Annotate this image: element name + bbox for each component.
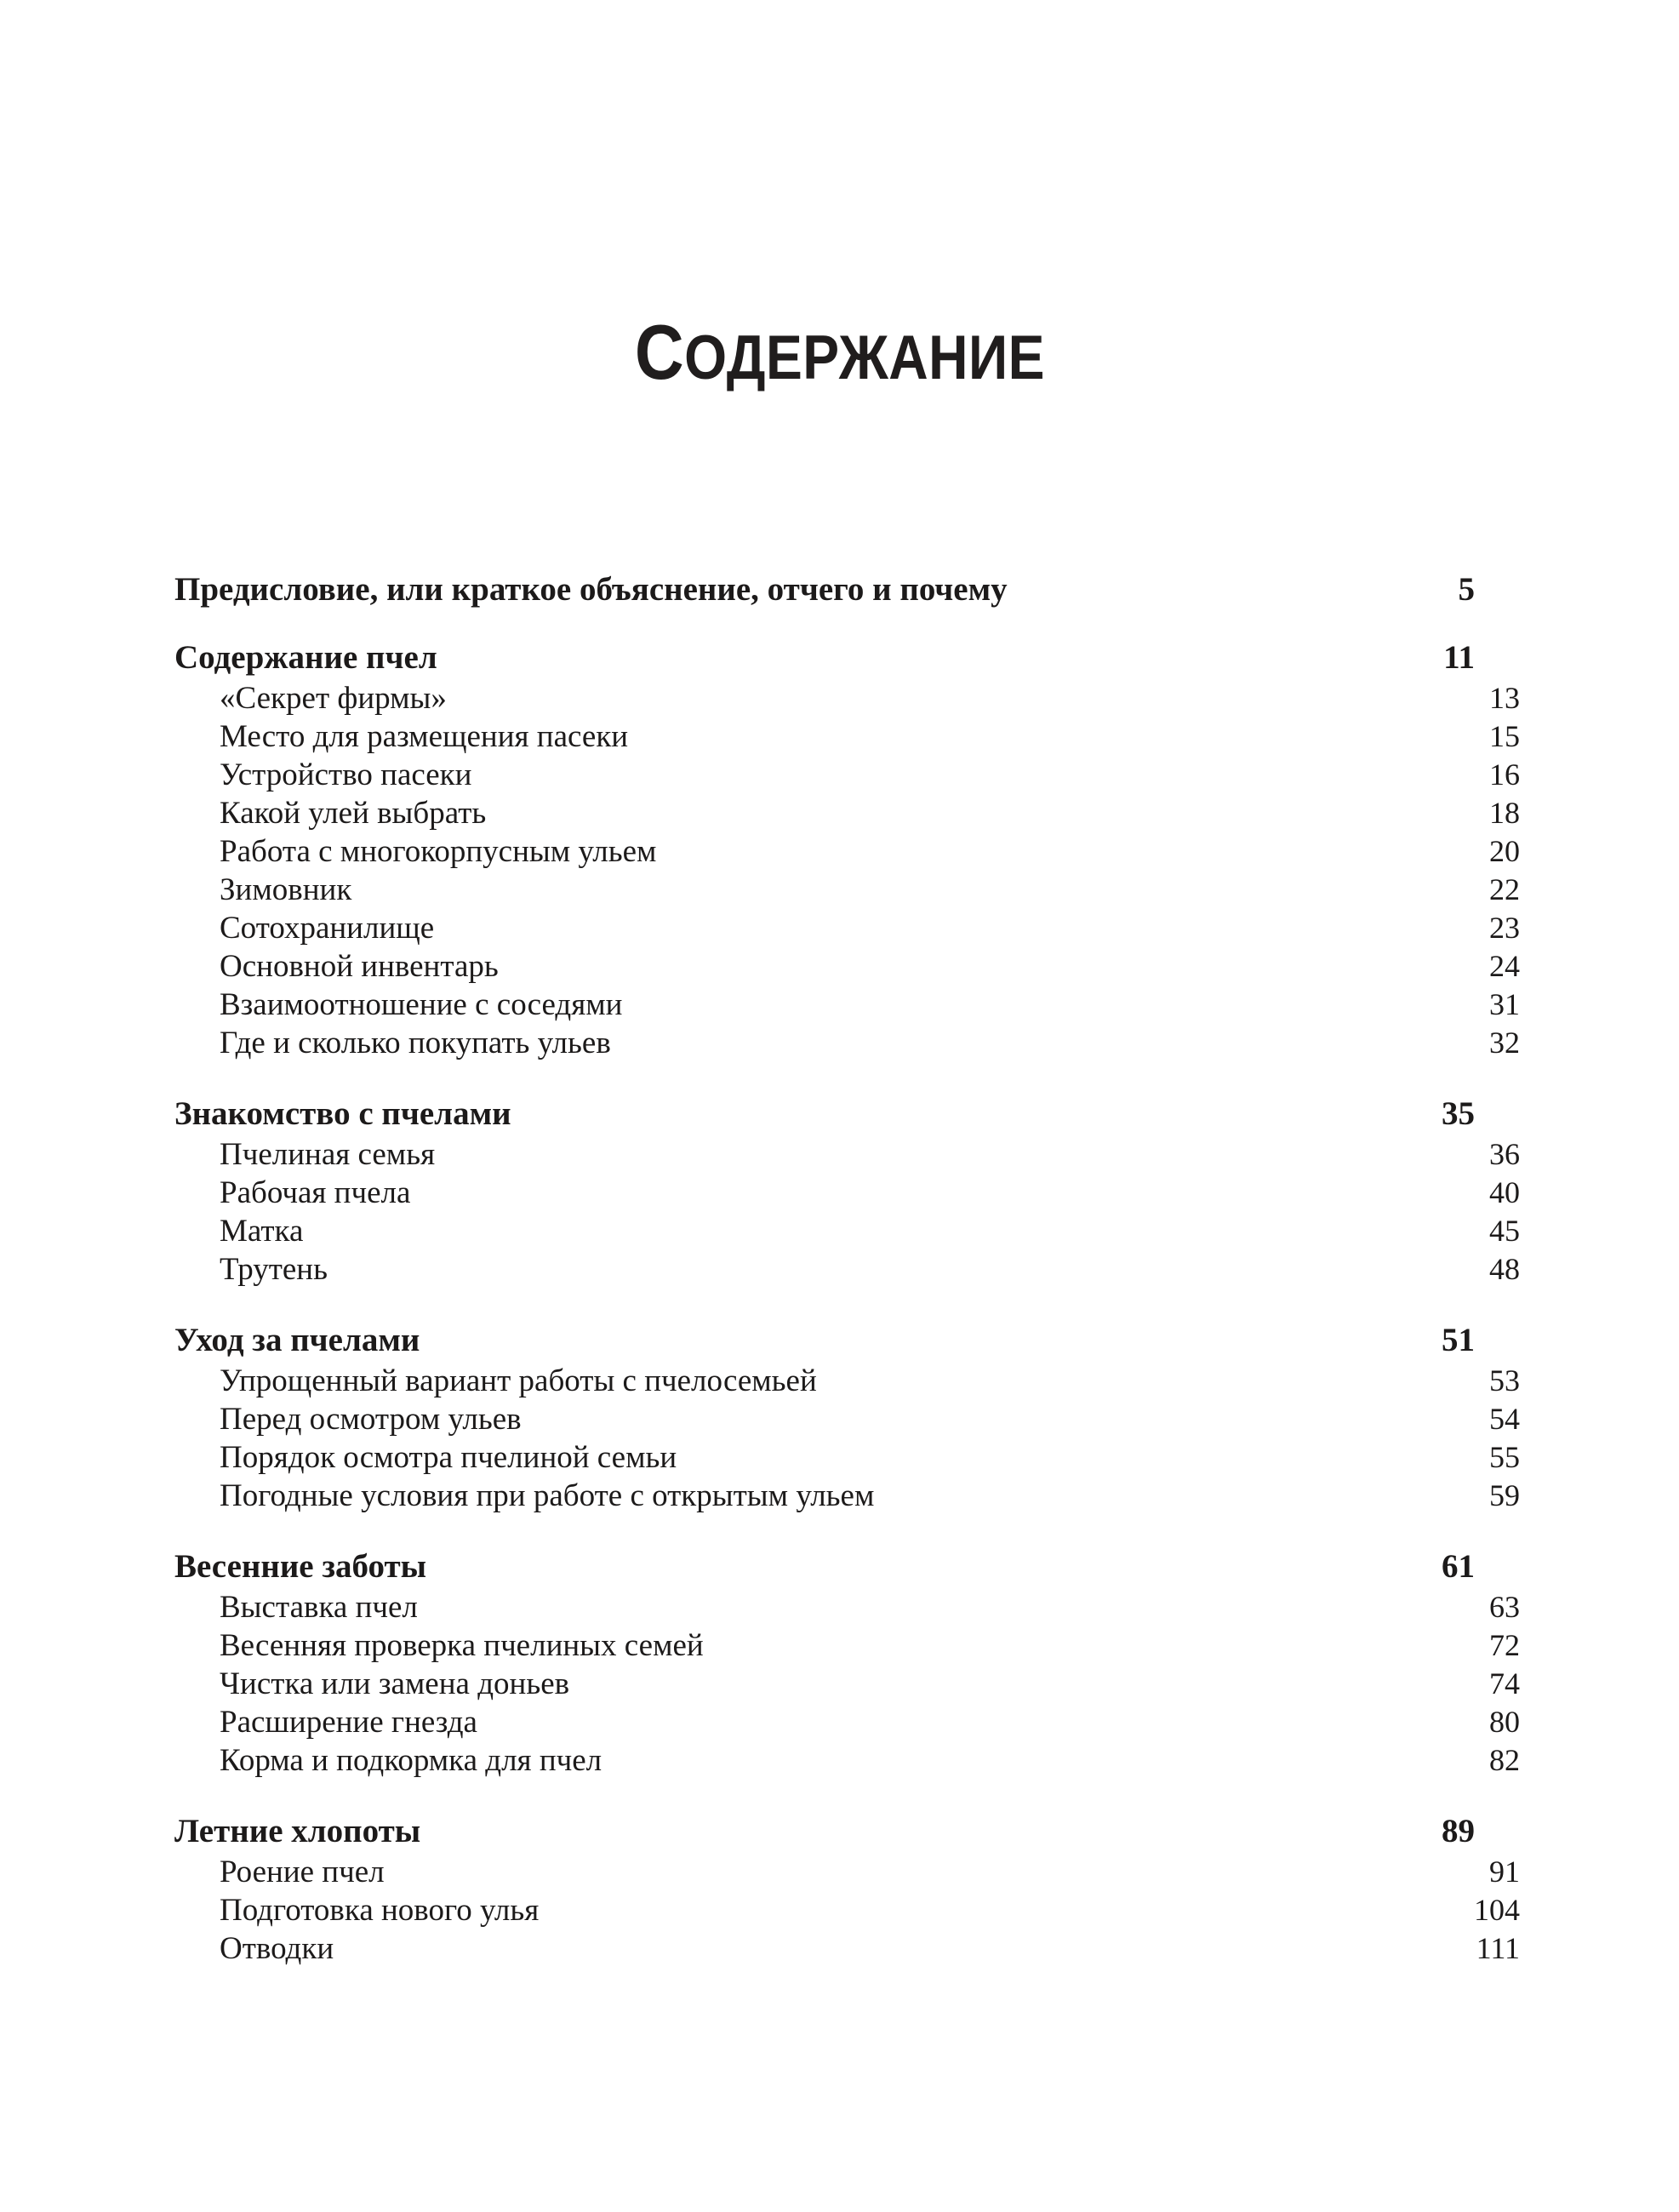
toc-entry-row[interactable] — [174, 1174, 1520, 1212]
table-of-contents — [174, 569, 1520, 1968]
toc-entry-row[interactable] — [174, 1929, 1520, 1968]
toc-entry-page-number: 74 — [1489, 1666, 1520, 1700]
toc-entry-page-number: 13 — [1489, 681, 1520, 715]
toc-entry-label: Взаимоотношение с соседями — [220, 987, 623, 1022]
toc-chapter-label: Знакомство с пчелами — [174, 1095, 511, 1132]
toc-entry-page-number: 111 — [1476, 1931, 1520, 1965]
toc-entry-label: Отводки — [220, 1931, 334, 1966]
toc-chapter-row[interactable] — [174, 1093, 1475, 1135]
toc-chapter-row[interactable] — [174, 1546, 1475, 1588]
toc-entry-row[interactable] — [174, 1588, 1520, 1626]
toc-chapter-row[interactable] — [174, 1319, 1475, 1362]
toc-entry-label: Упрощенный вариант работы с пчелосемьей — [220, 1363, 817, 1398]
toc-entry-row[interactable] — [174, 1212, 1520, 1250]
toc-entry-row[interactable] — [174, 1626, 1520, 1665]
toc-entry-page-number: 82 — [1489, 1743, 1520, 1777]
toc-entry-page-number: 31 — [1489, 987, 1520, 1021]
toc-entry-label: Работа с многокорпусным ульем — [220, 834, 657, 869]
toc-entry-label: Трутень — [220, 1252, 328, 1287]
toc-group — [174, 1093, 1520, 1289]
toc-chapter-label: Летние хлопоты — [174, 1813, 421, 1849]
toc-chapter-page-number: 51 — [1442, 1322, 1475, 1358]
toc-entry-row[interactable] — [174, 1703, 1520, 1741]
toc-entry-page-number: 16 — [1489, 757, 1520, 792]
toc-chapter-label: Предисловие, или краткое объяснение, отчего и почему — [174, 571, 1008, 608]
toc-entry-row[interactable] — [174, 717, 1520, 756]
toc-entry-row[interactable] — [174, 1400, 1520, 1438]
toc-entry-page-number: 48 — [1489, 1252, 1520, 1286]
toc-entry-label: Где и сколько покупать ульев — [220, 1026, 611, 1060]
toc-entry-label: Место для размещения пасеки — [220, 719, 629, 754]
toc-entry-page-number: 40 — [1489, 1175, 1520, 1209]
toc-entry-row[interactable] — [174, 1024, 1520, 1062]
toc-entry-row[interactable] — [174, 679, 1520, 717]
toc-group — [174, 1810, 1520, 1968]
toc-chapter-page-number: 11 — [1443, 639, 1475, 676]
toc-entry-page-number: 45 — [1489, 1214, 1520, 1248]
toc-entry-page-number: 22 — [1489, 872, 1520, 906]
toc-entry-row[interactable] — [174, 909, 1520, 947]
toc-entry-label: Подготовка нового улья — [220, 1893, 540, 1928]
page-title-container — [0, 223, 1679, 458]
toc-entry-page-number: 18 — [1489, 796, 1520, 830]
toc-entry-label: Весенняя проверка пчелиных семей — [220, 1628, 704, 1663]
toc-entry-page-number: 24 — [1489, 949, 1520, 983]
toc-entry-label: Матка — [220, 1214, 304, 1249]
toc-entry-label: Рабочая пчела — [220, 1175, 411, 1210]
toc-entry-row[interactable] — [174, 1853, 1520, 1891]
toc-chapter-page-number: 61 — [1442, 1548, 1475, 1585]
toc-chapter-page-number: 89 — [1442, 1813, 1475, 1849]
toc-entry-page-number: 15 — [1489, 719, 1520, 753]
toc-entry-page-number: 54 — [1489, 1402, 1520, 1436]
toc-entry-row[interactable] — [174, 986, 1520, 1024]
toc-entry-row[interactable] — [174, 1362, 1520, 1400]
toc-entry-label: Расширение гнезда — [220, 1705, 477, 1740]
toc-group — [174, 1546, 1520, 1780]
toc-entry-label: Роение пчел — [220, 1855, 385, 1889]
toc-entry-page-number: 55 — [1489, 1440, 1520, 1474]
toc-entry-page-number: 36 — [1489, 1137, 1520, 1171]
toc-entry-label: Зимовник — [220, 872, 352, 907]
toc-entry-row[interactable] — [174, 794, 1520, 832]
toc-entry-label: Выставка пчел — [220, 1590, 418, 1625]
toc-entry-label: Сотохранилище — [220, 911, 435, 946]
toc-entry-row[interactable] — [174, 1250, 1520, 1289]
toc-entry-row[interactable] — [174, 1477, 1520, 1515]
toc-entry-page-number: 59 — [1489, 1478, 1520, 1512]
toc-entry-label: Перед осмотром ульев — [220, 1402, 522, 1437]
toc-entry-page-number: 32 — [1489, 1026, 1520, 1060]
toc-entry-label: Пчелиная семья — [220, 1137, 436, 1172]
toc-entry-row[interactable] — [174, 1665, 1520, 1703]
toc-entry-label: Корма и подкормка для пчел — [220, 1743, 602, 1778]
toc-chapter-row[interactable] — [174, 1810, 1475, 1853]
toc-entry-row[interactable] — [174, 1741, 1520, 1780]
toc-entry-label: Погодные условия при работе с открытым ульем — [220, 1478, 875, 1513]
toc-chapter-row[interactable] — [174, 637, 1475, 679]
toc-entry-page-number: 53 — [1489, 1363, 1520, 1398]
toc-entry-row[interactable] — [174, 1135, 1520, 1174]
toc-chapter-row[interactable] — [174, 569, 1475, 611]
toc-entry-row[interactable] — [174, 756, 1520, 794]
toc-entry-label: Порядок осмотра пчелиной семьи — [220, 1440, 677, 1475]
toc-entry-page-number: 91 — [1489, 1855, 1520, 1889]
toc-entry-row[interactable] — [174, 871, 1520, 909]
toc-entry-label: Основной инвентарь — [220, 949, 499, 984]
toc-entry-row[interactable] — [174, 947, 1520, 986]
toc-entry-page-number: 72 — [1489, 1628, 1520, 1662]
toc-chapter-page-number: 35 — [1442, 1095, 1475, 1132]
toc-entry-row[interactable] — [174, 1438, 1520, 1477]
toc-chapter-label: Уход за пчелами — [174, 1322, 420, 1358]
toc-entry-page-number: 63 — [1489, 1590, 1520, 1624]
toc-group — [174, 569, 1475, 611]
page-title: содержание — [634, 277, 1045, 403]
toc-entry-page-number: 20 — [1489, 834, 1520, 868]
toc-entry-label: Какой улей выбрать — [220, 796, 487, 831]
toc-entry-label: «Секрет фирмы» — [220, 681, 447, 716]
toc-entry-page-number: 80 — [1489, 1705, 1520, 1739]
toc-entry-page-number: 23 — [1489, 911, 1520, 945]
toc-group — [174, 637, 1520, 1062]
toc-chapter-page-number: 5 — [1458, 571, 1475, 608]
toc-entry-row[interactable] — [174, 1891, 1520, 1929]
toc-entry-label: Чистка или замена доньев — [220, 1666, 570, 1701]
toc-entry-row[interactable] — [174, 832, 1520, 871]
toc-chapter-label: Весенние заботы — [174, 1548, 427, 1585]
toc-entry-page-number: 104 — [1474, 1893, 1520, 1927]
toc-group — [174, 1319, 1520, 1515]
toc-entry-label: Устройство пасеки — [220, 757, 472, 792]
toc-chapter-label: Содержание пчел — [174, 639, 437, 676]
